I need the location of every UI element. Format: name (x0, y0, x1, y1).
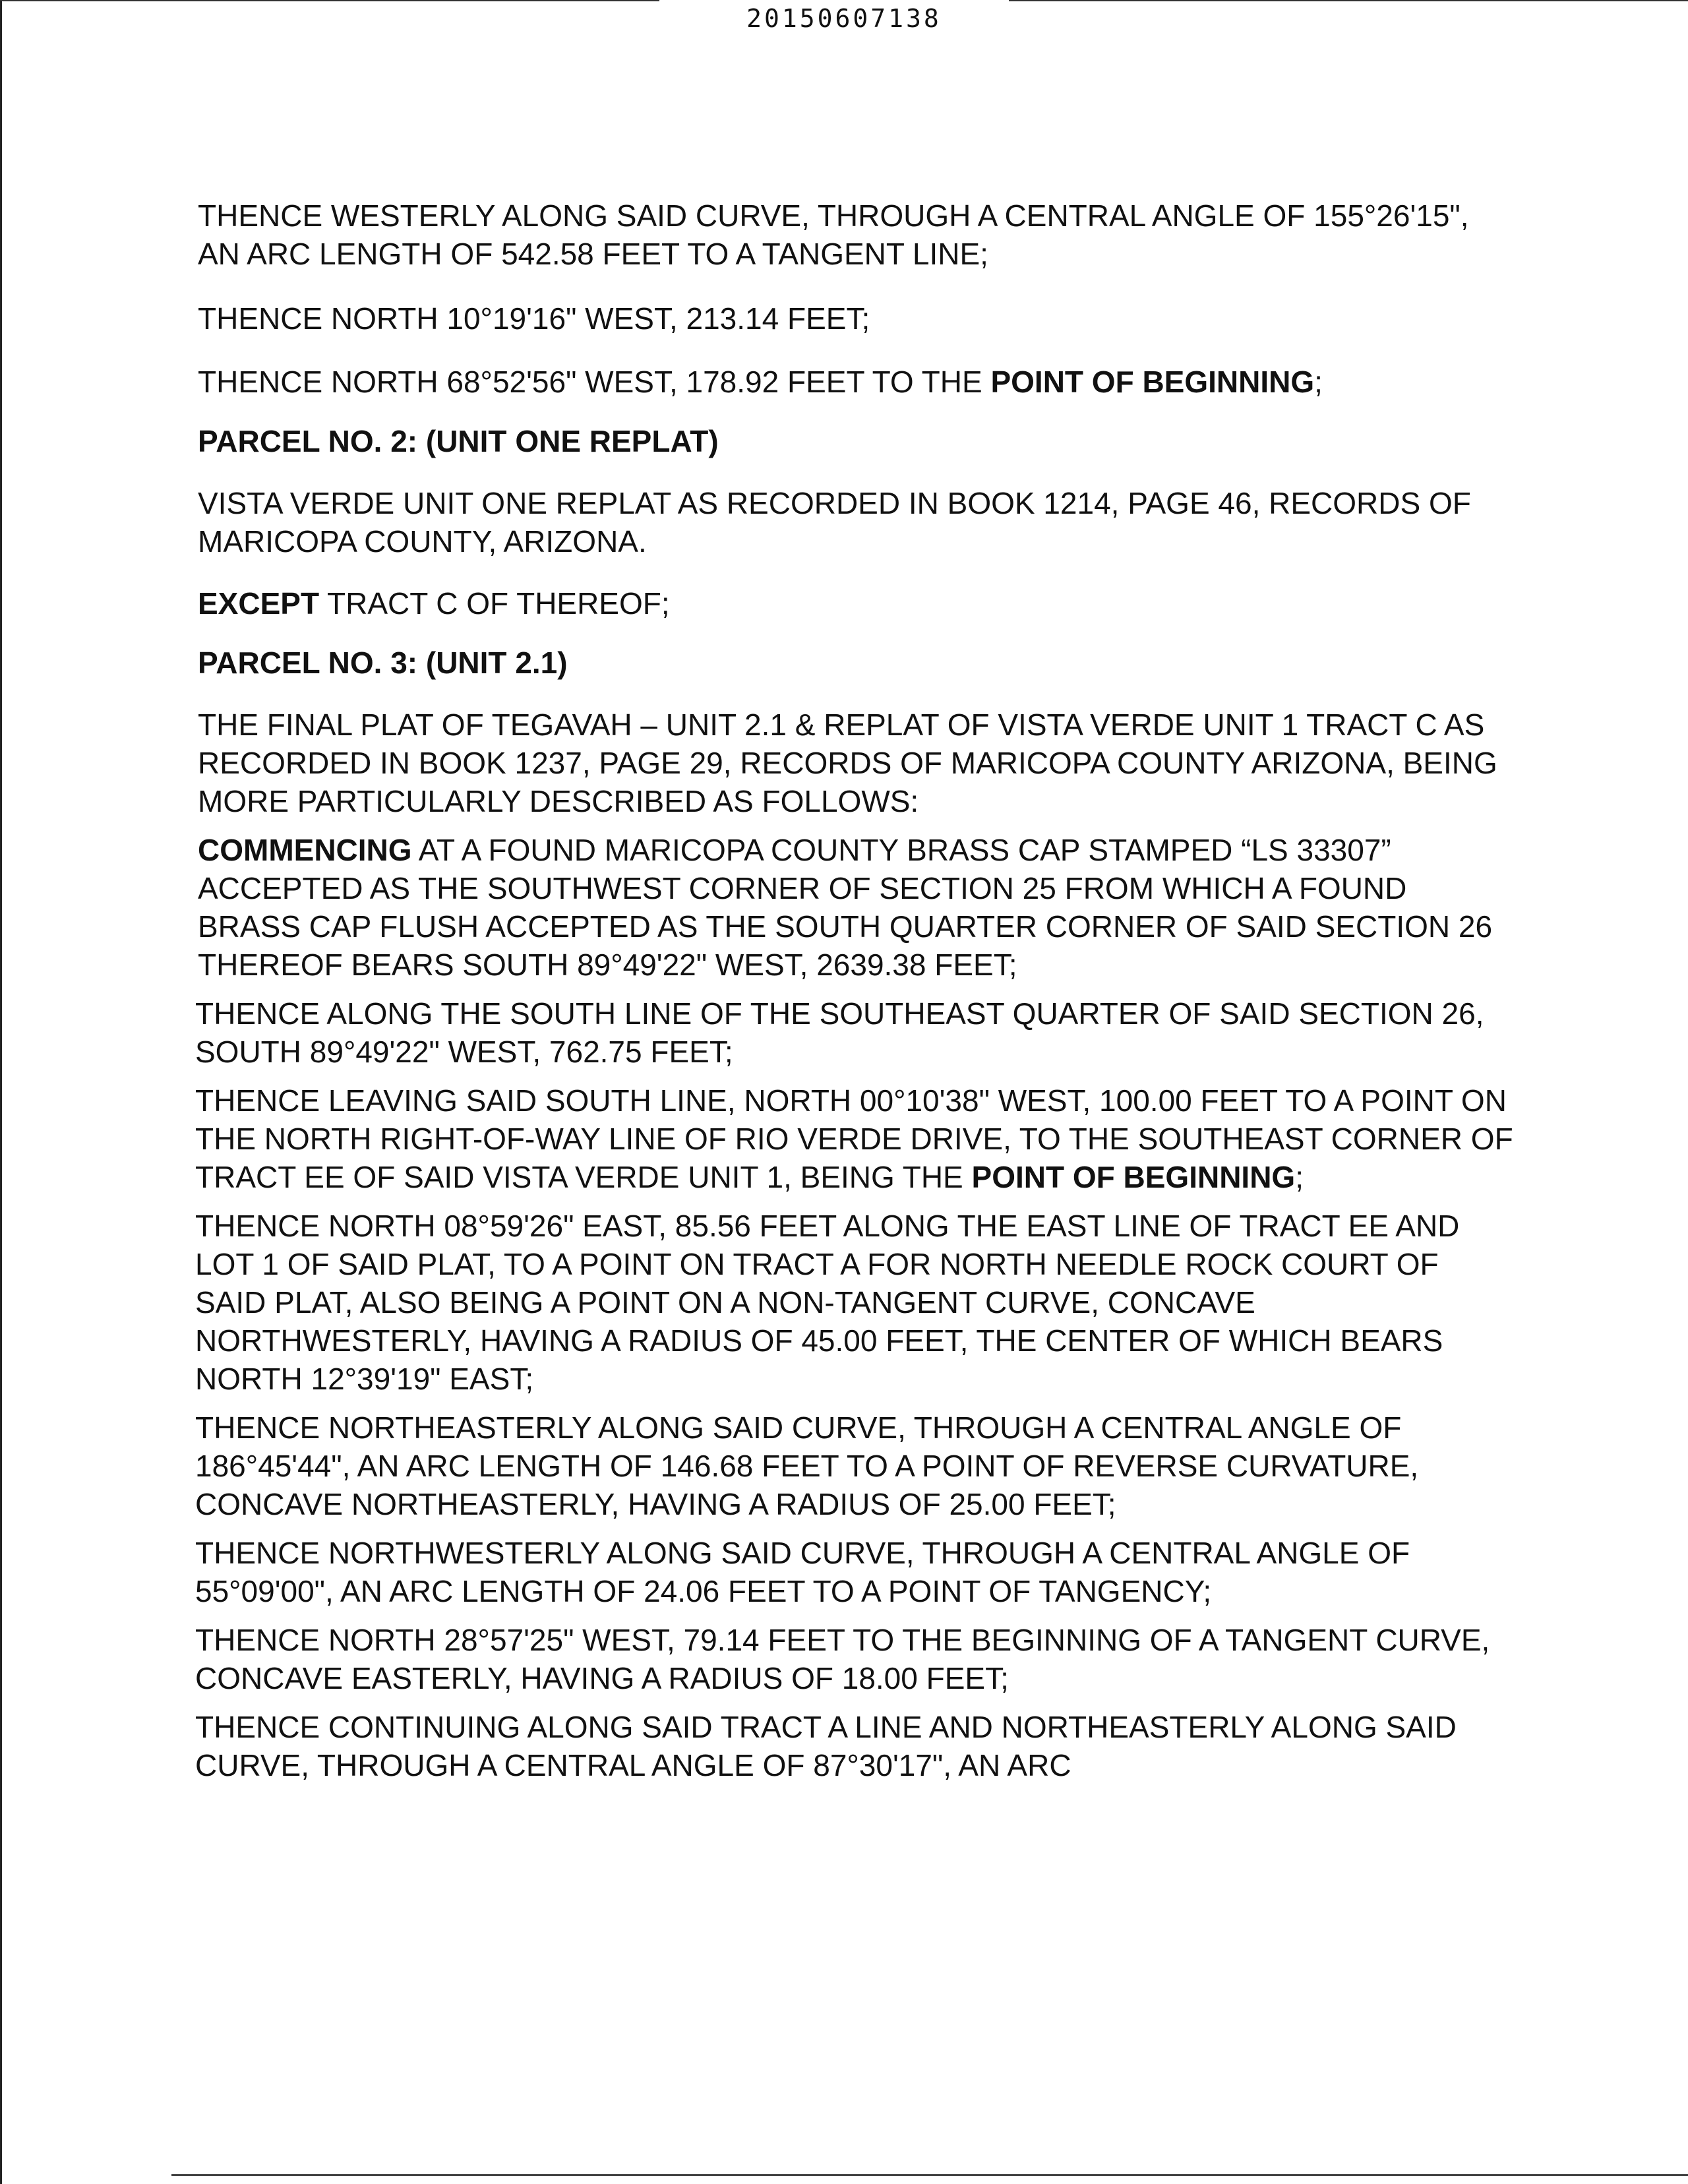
paragraph-text: THENCE NORTH 68°52'56" WEST, 178.92 FEET TO THE (198, 365, 991, 399)
paragraph-text: THENCE NORTHWESTERLY ALONG SAID CURVE, THROUGH A CENTRAL ANGLE OF 55°09'00", AN ARC LENGTH OF 24.06 FEET TO A POINT OF TANGENCY; (195, 1536, 1410, 1608)
legal-paragraph (195, 1708, 1517, 1784)
scan-edge-top-right (1009, 0, 1688, 1)
legal-paragraph (195, 994, 1517, 1071)
legal-paragraph (198, 299, 1517, 338)
legal-paragraph (195, 1207, 1517, 1398)
legal-paragraph (198, 197, 1517, 273)
paragraph-text: THE FINAL PLAT OF TEGAVAH – UNIT 2.1 & REPLAT OF VISTA VERDE UNIT 1 TRACT C AS RECORDED IN BOOK 1237, PAGE 29, RECORDS OF MARICOPA COUNTY ARIZONA, BEING MORE PARTICULARLY DESCRIBED AS FOLLOWS: (198, 708, 1497, 818)
paragraph-text: THENCE LEAVING SAID SOUTH LINE, NORTH 00°10'38" WEST, 100.00 FEET TO A POINT ON THE NORTH RIGHT-OF-WAY LINE OF RIO VERDE DRIVE, TO THE SOUTHEAST CORNER OF TRACT EE OF SAID VISTA VERDE UNIT 1, BEING THE (195, 1083, 1513, 1194)
legal-paragraph (198, 706, 1517, 820)
paragraph-text: THENCE WESTERLY ALONG SAID CURVE, THROUGH A CENTRAL ANGLE OF 155°26'15", AN ARC LENGTH OF 542.58 FEET TO A TANGENT LINE; (198, 198, 1469, 271)
legal-paragraph (195, 1409, 1517, 1523)
scan-edge-top-left (0, 0, 659, 1)
legal-paragraph (198, 363, 1517, 401)
bold-term: POINT OF BEGINNING (971, 1160, 1296, 1194)
paragraph-text: ; (1295, 1160, 1304, 1194)
paragraph-text: THENCE NORTH 28°57'25" WEST, 79.14 FEET TO THE BEGINNING OF A TANGENT CURVE, CONCAVE EASTERLY, HAVING A RADIUS OF 18.00 FEET; (195, 1623, 1490, 1695)
scan-edge-left (0, 0, 2, 2184)
paragraph-text: THENCE NORTH 10°19'16" WEST, 213.14 FEET; (198, 301, 870, 336)
paragraph-text: ; (1314, 365, 1323, 399)
scan-edge-bottom (171, 2174, 1688, 2176)
paragraph-text: THENCE NORTHEASTERLY ALONG SAID CURVE, THROUGH A CENTRAL ANGLE OF 186°45'44", AN ARC LENGTH OF 146.68 FEET TO A POINT OF REVERSE CURVATURE, CONCAVE NORTHEASTERLY, HAVING A RADIUS OF 25.00 FEET; (195, 1410, 1419, 1521)
paragraph-text: AT A FOUND MARICOPA COUNTY BRASS CAP STAMPED “LS 33307” ACCEPTED AS THE SOUTHWEST CORNER OF SECTION 25 FROM WHICH A FOUND BRASS CAP FLUSH ACCEPTED AS THE SOUTH QUARTER CORNER OF SAID SECTION 26 THEREOF BEARS SOUTH 89°49'22" WEST, 2639.38 FEET; (198, 833, 1493, 982)
legal-paragraph (198, 584, 1517, 622)
paragraph-text: THENCE ALONG THE SOUTH LINE OF THE SOUTHEAST QUARTER OF SAID SECTION 26, SOUTH 89°49'22" WEST, 762.75 FEET; (195, 996, 1484, 1069)
bold-term: PARCEL NO. 2: (UNIT ONE REPLAT) (198, 424, 719, 458)
paragraph-text: TRACT C OF THEREOF; (319, 586, 670, 621)
legal-paragraph (195, 1621, 1517, 1697)
bold-term: EXCEPT (198, 586, 320, 621)
legal-paragraph (195, 1081, 1517, 1196)
bold-term: PARCEL NO. 3: (UNIT 2.1) (198, 646, 568, 680)
paragraph-text: THENCE CONTINUING ALONG SAID TRACT A LINE AND NORTHEASTERLY ALONG SAID CURVE, THROUGH A CENTRAL ANGLE OF 87°30'17", AN ARC (195, 1710, 1457, 1782)
bold-term: COMMENCING (198, 833, 412, 867)
bold-term: POINT OF BEGINNING (990, 365, 1315, 399)
section-heading (198, 422, 1517, 460)
recording-number: 20150607138 (746, 4, 942, 33)
paragraph-text: THENCE NORTH 08°59'26" EAST, 85.56 FEET ALONG THE EAST LINE OF TRACT EE AND LOT 1 OF SAID PLAT, TO A POINT ON TRACT A FOR NORTH NEEDLE ROCK COURT OF SAID PLAT, ALSO BEING A POINT ON A NON-TANGENT CURVE, CONCAVE NORTHWESTERLY, HAVING A RADIUS OF 45.00 FEET, THE CENTER OF WHICH BEARS NORTH 12°39'19" EAST; (195, 1209, 1460, 1396)
legal-description-body (195, 197, 1517, 1784)
paragraph-text: VISTA VERDE UNIT ONE REPLAT AS RECORDED IN BOOK 1214, PAGE 46, RECORDS OF MARICOPA COUNTY, ARIZONA. (198, 486, 1471, 559)
legal-paragraph (195, 1534, 1517, 1610)
legal-paragraph (198, 484, 1517, 561)
legal-paragraph (198, 831, 1517, 984)
section-heading (198, 644, 1517, 682)
